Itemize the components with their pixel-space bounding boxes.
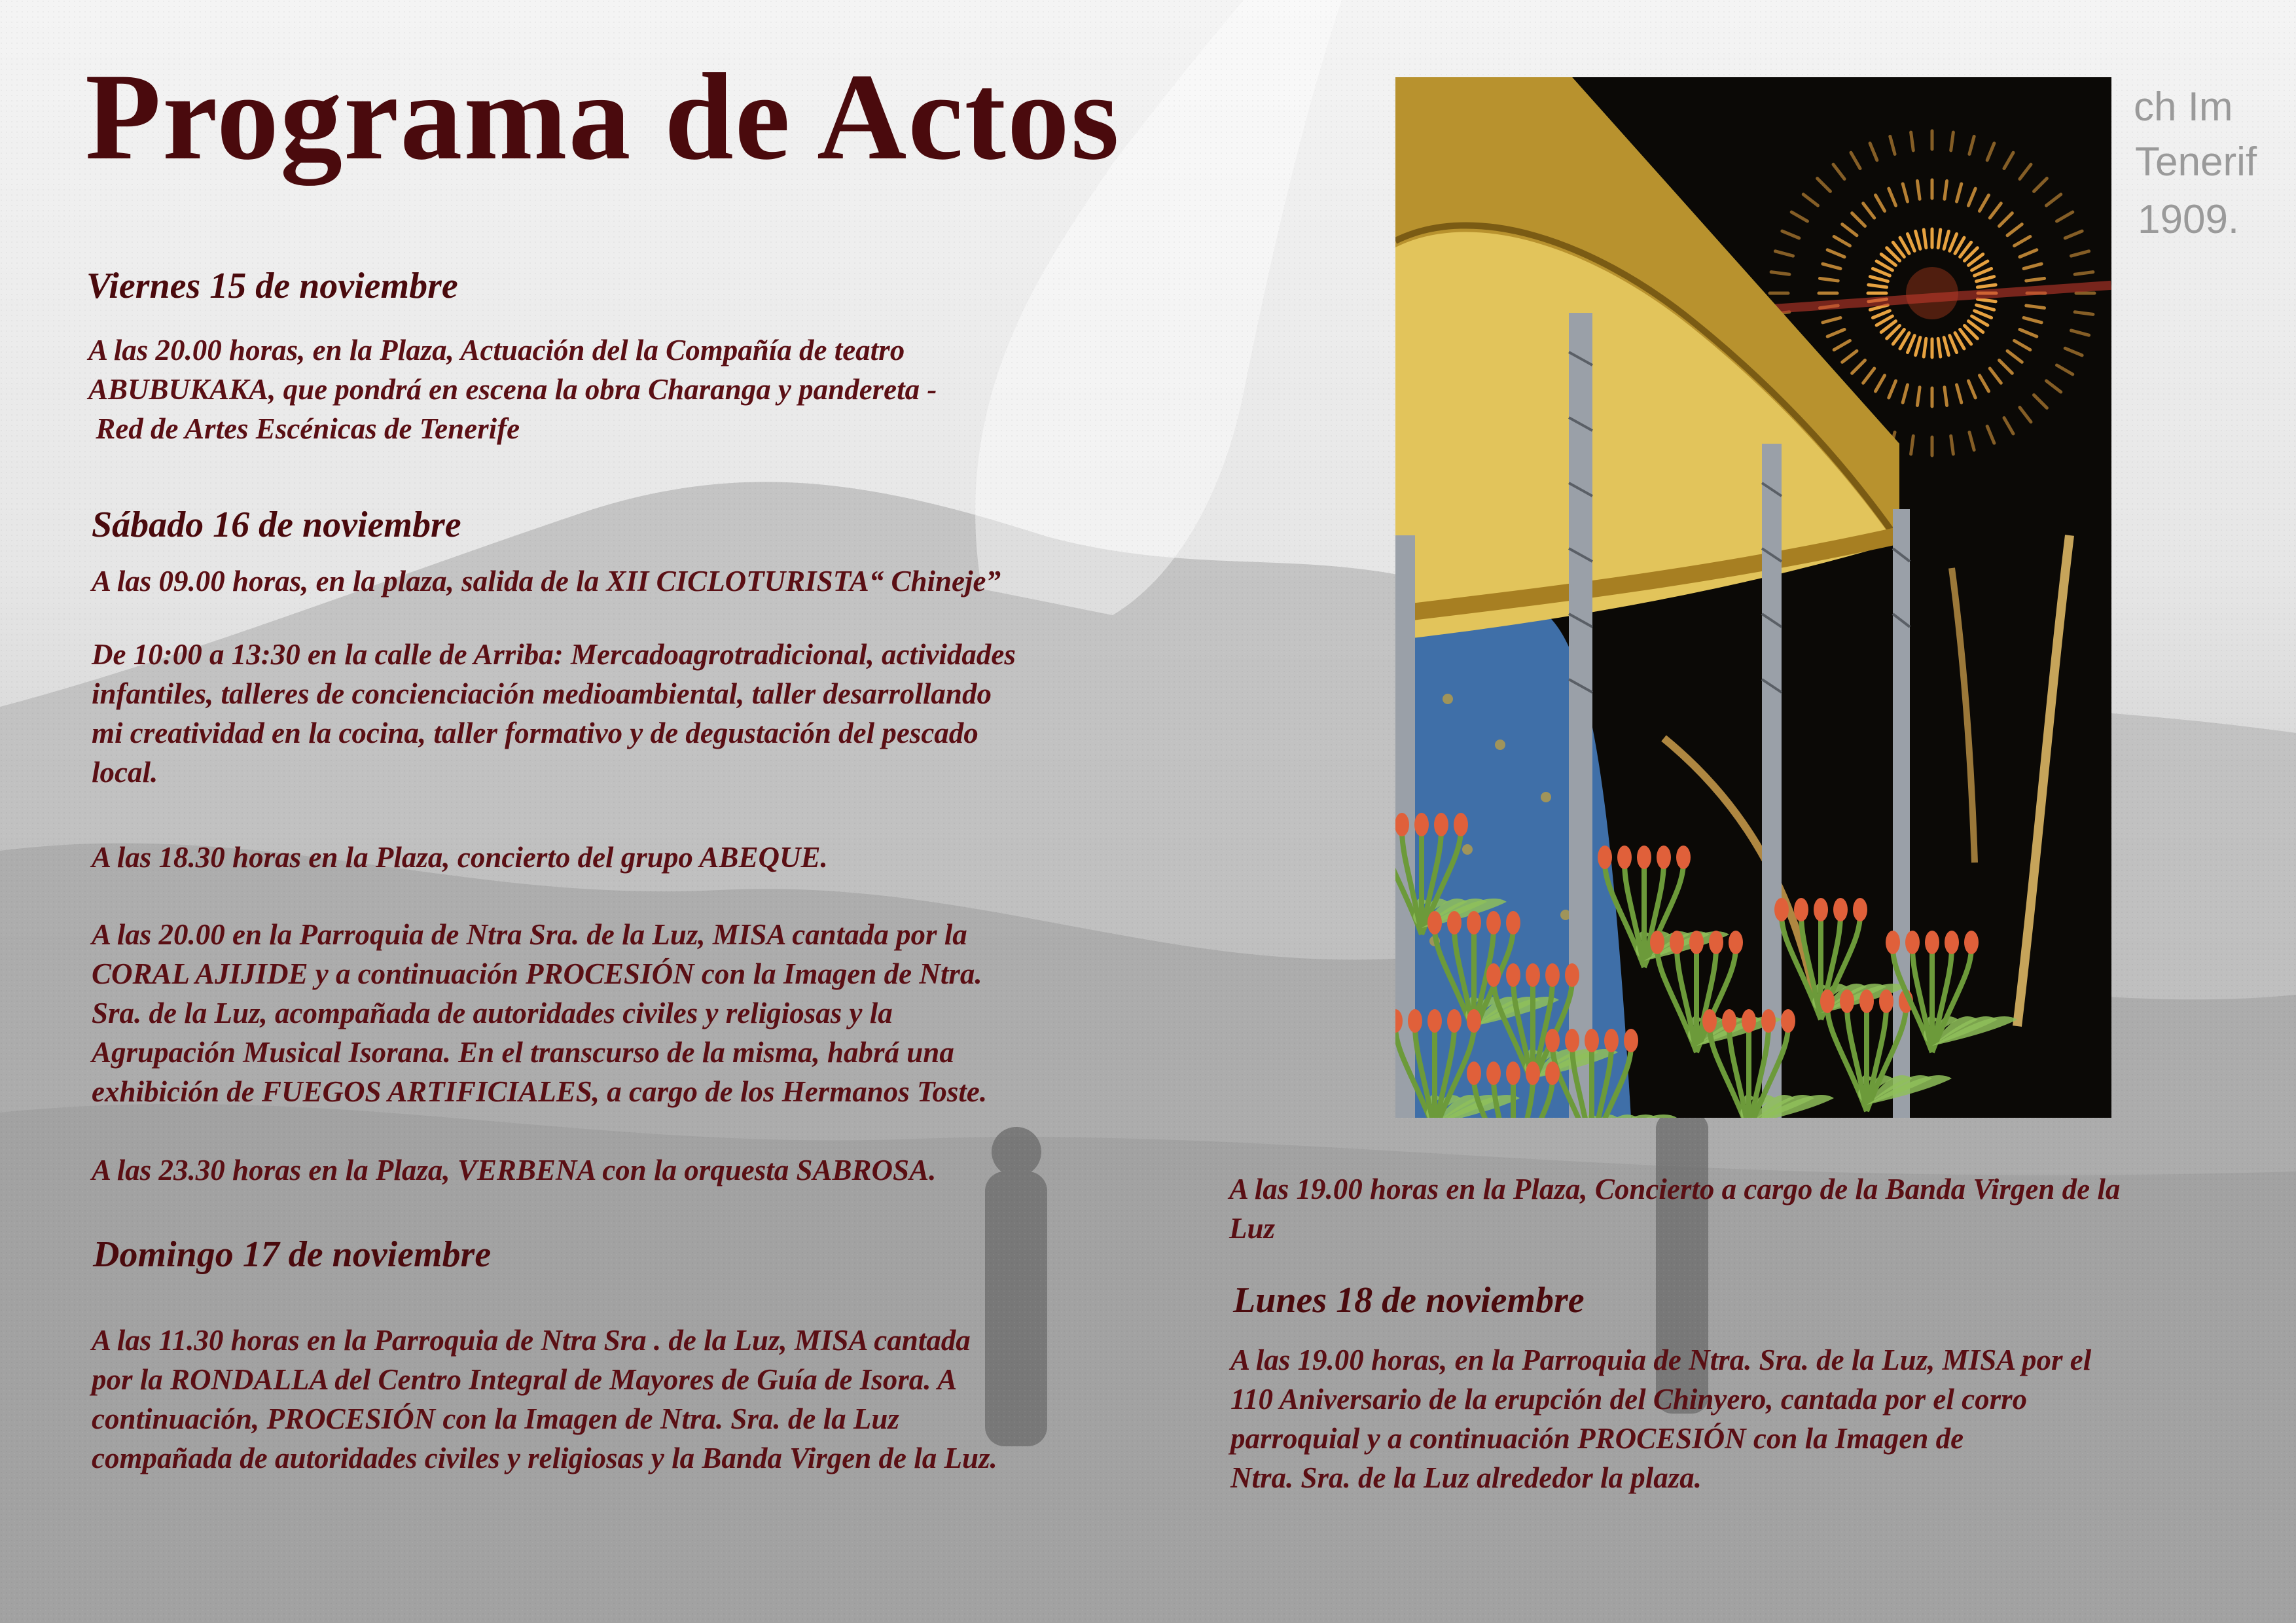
event-sabado-5 xyxy=(92,1150,936,1190)
event-viernes-1 xyxy=(88,330,937,448)
event-line: A las 23.30 horas en la Plaza, VERBENA con la orquesta SABROSA. xyxy=(92,1154,937,1186)
event-lunes-1 xyxy=(1230,1340,2091,1497)
day-heading-sabado: Sábado 16 de noviembre xyxy=(92,505,461,545)
event-line: Sra. de la Luz, acompañada de autoridades civiles y religiosas y la xyxy=(92,997,893,1029)
event-line: Agrupación Musical Isorana. En el transcurso de la misma, habrá una xyxy=(92,1036,954,1069)
event-sabado-2 xyxy=(92,635,1016,792)
event-line: Luz xyxy=(1229,1212,1276,1245)
event-line: parroquial y a continuación PROCESIÓN con la Imagen de xyxy=(1230,1422,1964,1455)
event-line: local. xyxy=(92,756,158,789)
event-line: De 10:00 a 13:30 en la calle de Arriba: Mercadoagrotradicional, actividades xyxy=(92,638,1016,671)
event-domingo-1 xyxy=(92,1321,997,1478)
event-line: A las 19.00 horas, en la Parroquia de Ntra. Sra. de la Luz, MISA por el xyxy=(1230,1344,2092,1376)
event-line: compañada de autoridades civiles y religiosas y la Banda Virgen de la Luz. xyxy=(92,1442,997,1474)
background-stamp-line-3: 1909. xyxy=(2138,197,2240,242)
event-line: Ntra. Sra. de la Luz alrededor la plaza. xyxy=(1230,1461,1702,1494)
page-title: Programa de Actos xyxy=(85,48,1121,186)
event-line: Red de Artes Escénicas de Tenerife xyxy=(88,412,520,445)
event-line: continuación, PROCESIÓN con la Imagen de Ntra. Sra. de la Luz xyxy=(92,1402,899,1435)
event-line: A las 09.00 horas, en la plaza, salida de la XII CICLOTURISTA“ Chineje” xyxy=(92,565,1001,597)
event-line: A las 20.00 en la Parroquia de Ntra Sra. de la Luz, MISA cantada por la xyxy=(92,918,967,951)
event-line: CORAL AJIJIDE y a continuación PROCESIÓN con la Imagen de Ntra. xyxy=(92,957,982,990)
day-heading-lunes: Lunes 18 de noviembre xyxy=(1233,1280,1585,1321)
event-line: 110 Aniversario de la erupción del Chinyero, cantada por el corro xyxy=(1230,1383,2028,1416)
event-line: A las 19.00 horas en la Plaza, Concierto a cargo de la Banda Virgen de la xyxy=(1229,1173,2121,1205)
event-line: A las 20.00 horas, en la Plaza, Actuación del la Compañía de teatro xyxy=(88,334,905,366)
event-line: A las 18.30 horas en la Plaza, concierto del grupo ABEQUE. xyxy=(92,841,828,874)
procession-photo xyxy=(1395,77,2111,1118)
event-line: ABUBUKAKA, que pondrá en escena la obra Charanga y pandereta - xyxy=(88,373,937,406)
event-line: exhibición de FUEGOS ARTIFICIALES, a cargo de los Hermanos Toste. xyxy=(92,1075,988,1108)
event-sabado-4 xyxy=(92,915,987,1111)
procession-photo-illustration xyxy=(1395,77,2111,1118)
event-sabado-1 xyxy=(92,562,1001,601)
event-line: por la RONDALLA del Centro Integral de Mayores de Guía de Isora. A xyxy=(92,1363,958,1396)
event-sabado-3 xyxy=(92,838,828,877)
event-line: A las 11.30 horas en la Parroquia de Ntra Sra . de la Luz, MISA cantada xyxy=(92,1324,971,1357)
event-line: mi creatividad en la cocina, taller formativo y de degustación del pescado xyxy=(92,717,978,749)
background-stamp-line-1: ch Im xyxy=(2134,84,2233,130)
event-line: infantiles, talleres de concienciación medioambiental, taller desarrollando xyxy=(92,677,992,710)
day-heading-viernes: Viernes 15 de noviembre xyxy=(86,266,458,306)
day-heading-domingo: Domingo 17 de noviembre xyxy=(93,1234,492,1275)
event-domingo-2 xyxy=(1229,1169,2120,1248)
background-stamp-line-2: Tenerif xyxy=(2135,139,2257,185)
